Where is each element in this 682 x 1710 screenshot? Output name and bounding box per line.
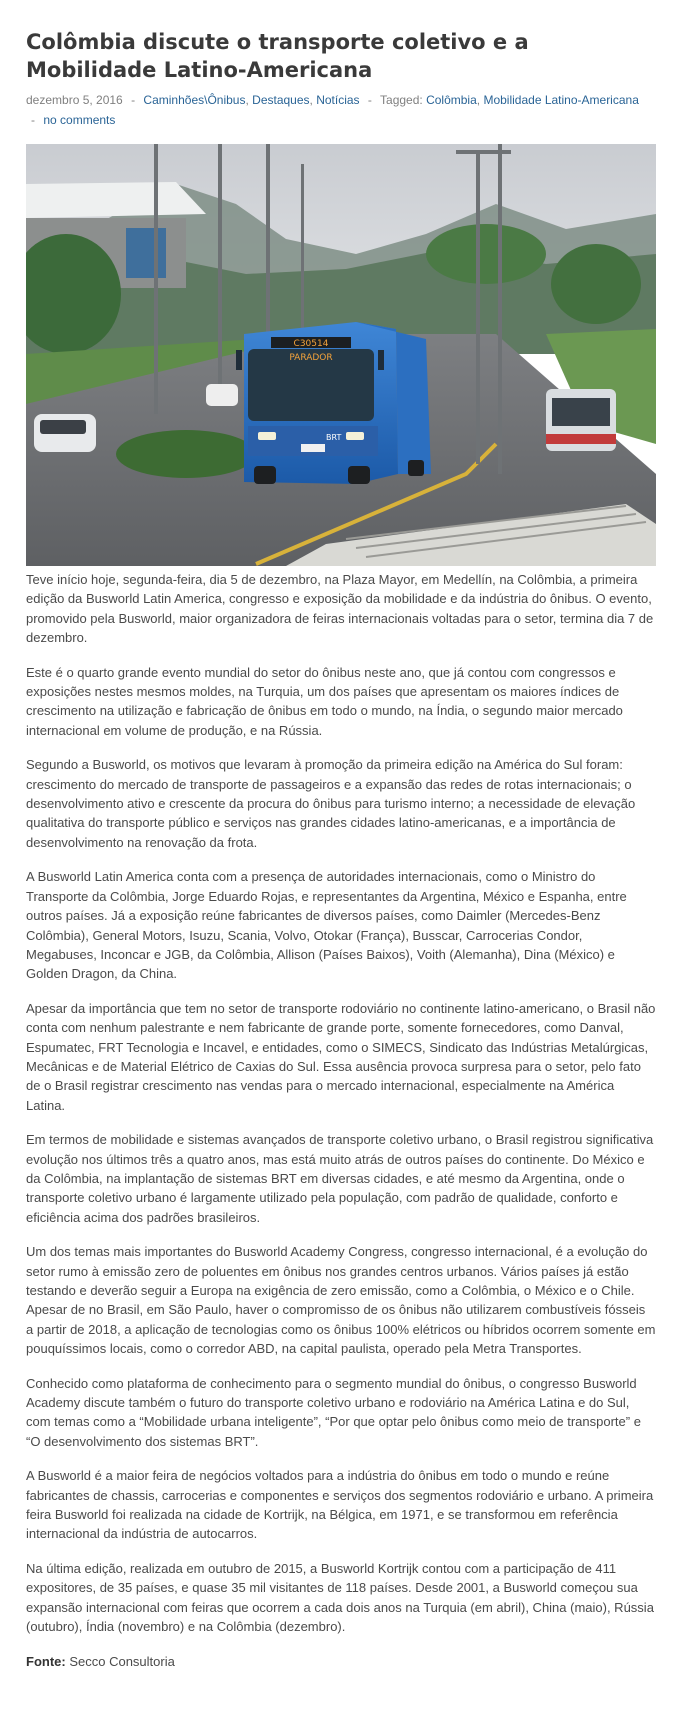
tag-link[interactable]: Mobilidade Latino-Americana (483, 93, 639, 107)
article-paragraph: Um dos temas mais importantes do Busworld Academy Congress, congresso internacional, é a evolução do setor rumo à emissão zero de poluentes em ônibus nos grandes centros urbanos. Vários países já estão testando e deverão seguir a Europa na exigência de zero emissão, como a Colômbia, o México e o Chile. Apesar de no Brasil, em São Paulo, haver o compromisso de os ônibus não utilizarem combustíveis fósseis a partir de 2018, a aplicação de tecnologias como os ônibus 100% elétricos ou híbridos ocorrem somente em pouquíssimos locais, como o corredor ABD, na capital paulista, operado pela Metra Transportes. (26, 1244, 656, 1357)
category-link[interactable]: Notícias (316, 93, 360, 107)
source-label: Fonte: (26, 1653, 66, 1669)
bus-number-display: C30514 (293, 339, 329, 349)
meta-separator: - (367, 93, 372, 107)
hero-photo-brt-bus (26, 144, 656, 566)
comments-link[interactable]: no comments (43, 113, 116, 127)
article-paragraph: Na última edição, realizada em outubro de 2015, a Busworld Kortrijk contou com a participação de 411 expositores, de 35 países, e quase 35 mil visitantes de 118 países. Desde 2001, a Busworld começou sua expansão internacional com feiras que ocorrem a cada dois anos na Turquia (em abril), China (maio), Rússia (outubro), Índia (novembro) e na Colômbia (dezembro). (26, 1560, 654, 1635)
article-title[interactable]: Colômbia discute o transporte coletivo e a Mobilidade Latino-Americana (26, 30, 529, 82)
article-body (26, 570, 656, 1671)
source-value: Secco Consultoria (69, 1653, 175, 1669)
article-meta: dezembro 5, 2016 - Caminhões\Ônibus, Destaques, Notícias - Tagged: Colômbia, Mobilidade Latino-Americana - no comments (26, 93, 639, 127)
meta-separator: - (131, 93, 136, 107)
category-link[interactable]: Destaques (252, 93, 310, 107)
bus-brand-label: BRT (326, 433, 342, 442)
article-paragraph: A Busworld Latin America conta com a presença de autoridades internacionais, como o Ministro do Transporte da Colômbia, Jorge Eduardo Rojas, e representantes da Argentina, México e Espanha, entre outros países. Já a exposição reúne fabricantes de diversos países, como Daimler (Mercedes-Benz Colômbia), General Motors, Isuzu, Scania, Volvo, Otokar (França), Busscar, Carrocerias Condor, Megabuses, Inconcar e JGB, da Colômbia, Allison (Países Baixos), Voith (Alemanha), Dina (México) e Golden Dragon, da China. (26, 869, 627, 982)
tagged-label: Tagged: (380, 93, 423, 107)
article-paragraph: A Busworld é a maior feira de negócios voltados para a indústria do ônibus em todo o mundo e reúne fabricantes de chassis, carrocerias e componentes e serviços dos segmentos rodoviário e urbano. A primeira feira Busworld foi realizada na cidade de Kortrijk, na Bélgica, em 1971, e se transformou em referência internacional da indústria de autocarros. (26, 1468, 654, 1542)
article-paragraph: Teve início hoje, segunda-feira, dia 5 de dezembro, na Plaza Mayor, em Medellín, na Colômbia, a primeira edição da Busworld Latin America, congresso e exposição da mobilidade e da indústria do ônibus. O evento, promovido pela Busworld, maior organizadora de feiras internacionais voltadas para o setor, termina dia 7 de dezembro. (26, 572, 654, 646)
article-paragraph: Conhecido como plataforma de conhecimento para o segmento mundial do ônibus, o congresso Busworld Academy discute também o futuro do transporte coletivo urbano e rodoviário na América Latina e do Sul, com temas como a “Mobilidade urbana inteligente”, “Por que optar pelo ônibus como meio de transporte” e “O desenvolvimento dos sistemas BRT”. (26, 1375, 641, 1449)
category-link[interactable]: Caminhões\Ônibus (143, 93, 246, 107)
meta-separator: - (31, 113, 35, 127)
article-source (26, 1652, 656, 1671)
article-paragraph: Apesar da importância que tem no setor de transporte rodoviário no continente latino-americano, o Brasil não conta com nenhum palestrante e nem fabricante de grande porte, somente fornecedores, como Danval, Espumatec, FRT Tecnologia e Incavel, e entidades, como o SIMECS, Sindicato das Indústrias Metalúrgicas, Mecânicas e de Material Elétrico de Caxias do Sul. Essa ausência provoca surpresa para o setor, pelo fato de o Brasil registrar crescimento nas vendas para o mercado internacional, especialmente na América Latina. (26, 1000, 656, 1113)
article-paragraph: Este é o quarto grande evento mundial do setor do ônibus neste ano, que já contou com congressos e exposições nestes mesmos moldes, na Turquia, um dos países que apresentam os maiores índices de crescimento na utilização e fabricação de ônibus em todo o mundo, na Índia, o segundo maior mercado internacional em volume de produção, e na Rússia. (26, 664, 623, 738)
bus-destination-sign: PARADOR (289, 353, 333, 363)
article-paragraph: Em termos de mobilidade e sistemas avançados de transporte coletivo urbano, o Brasil registrou significativa evolução nos últimos três a quatro anos, mas está muito atrás de outros países do continente. Do México e da Colômbia, na implantação de sistemas BRT em diversas cidades, e até mesmo da Argentina, onde o transporte coletivo urbano é largamente utilizado pela população, com padrão de qualidade, conforto e eficiência acima dos padrões brasileiros. (26, 1132, 654, 1225)
tag-link[interactable]: Colômbia (426, 93, 477, 107)
article-paragraph: Segundo a Busworld, os motivos que levaram à promoção da primeira edição na América do Sul foram: crescimento do mercado de transporte de passageiros e a expansão das redes de rotas internacionais; o desenvolvimento ativo e crescente da procura do ônibus para turismo interno; a necessidade de elevação qualitativa do transporte público e serviços nas grandes cidades latino-americanas, e a importância de desenvolvimento na renovação da frota. (26, 757, 636, 850)
post-date: dezembro 5, 2016 (26, 93, 123, 107)
